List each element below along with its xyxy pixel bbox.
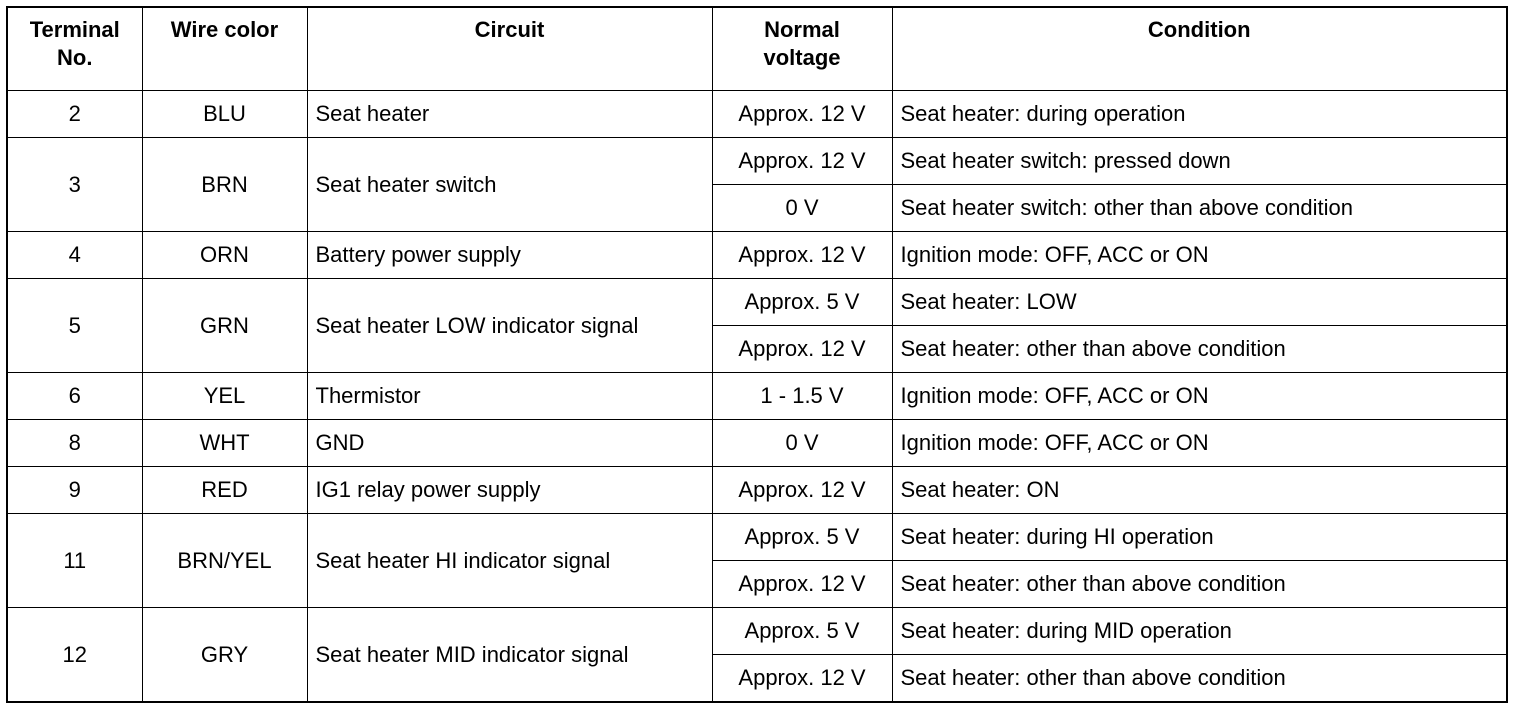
voltage-cell: Approx. 12 V (712, 232, 892, 279)
voltage-cell: 0 V (712, 185, 892, 232)
circuit-cell: GND (307, 420, 712, 467)
header-terminal-label: Terminal No. (29, 17, 120, 70)
circuit-cell: Seat heater (307, 91, 712, 138)
voltage-cell: Approx. 5 V (712, 514, 892, 561)
circuit-cell: Seat heater HI indicator signal (307, 514, 712, 608)
condition-cell: Ignition mode: OFF, ACC or ON (892, 420, 1507, 467)
wire-color-cell: BLU (142, 91, 307, 138)
terminal-cell: 9 (7, 467, 142, 514)
terminal-cell: 12 (7, 608, 142, 703)
table-row (7, 467, 1507, 514)
circuit-cell: Seat heater MID indicator signal (307, 608, 712, 703)
table-row (7, 138, 1507, 185)
table-row (7, 232, 1507, 279)
condition-cell: Seat heater: during MID operation (892, 608, 1507, 655)
header-voltage-label: Normal voltage (763, 17, 841, 70)
voltage-cell: Approx. 12 V (712, 91, 892, 138)
condition-cell: Seat heater: ON (892, 467, 1507, 514)
terminal-cell: 2 (7, 91, 142, 138)
header-condition: Condition (892, 7, 1507, 91)
condition-cell: Seat heater switch: pressed down (892, 138, 1507, 185)
voltage-cell: Approx. 12 V (712, 138, 892, 185)
wire-color-cell: WHT (142, 420, 307, 467)
circuit-cell: Seat heater LOW indicator signal (307, 279, 712, 373)
wire-color-cell: GRN (142, 279, 307, 373)
header-wire-color: Wire color (142, 7, 307, 91)
terminal-cell: 4 (7, 232, 142, 279)
wire-color-cell: GRY (142, 608, 307, 703)
wire-color-cell: ORN (142, 232, 307, 279)
table-row (7, 279, 1507, 326)
condition-cell: Seat heater: LOW (892, 279, 1507, 326)
terminal-cell: 6 (7, 373, 142, 420)
terminal-table (6, 6, 1508, 703)
table-row (7, 514, 1507, 561)
voltage-cell: Approx. 5 V (712, 608, 892, 655)
voltage-cell: Approx. 12 V (712, 326, 892, 373)
terminal-cell: 5 (7, 279, 142, 373)
circuit-cell: IG1 relay power supply (307, 467, 712, 514)
wire-color-cell: YEL (142, 373, 307, 420)
terminal-cell: 11 (7, 514, 142, 608)
terminal-cell: 8 (7, 420, 142, 467)
circuit-cell: Thermistor (307, 373, 712, 420)
header-voltage (712, 7, 892, 91)
terminal-cell: 3 (7, 138, 142, 232)
header-row (7, 7, 1507, 91)
condition-cell: Seat heater: other than above condition (892, 326, 1507, 373)
condition-cell: Seat heater: other than above condition (892, 561, 1507, 608)
table-body (7, 91, 1507, 703)
condition-cell: Ignition mode: OFF, ACC or ON (892, 373, 1507, 420)
voltage-cell: Approx. 12 V (712, 561, 892, 608)
header-circuit: Circuit (307, 7, 712, 91)
condition-cell: Seat heater switch: other than above condition (892, 185, 1507, 232)
wire-color-cell: BRN/YEL (142, 514, 307, 608)
table-row (7, 420, 1507, 467)
condition-cell: Ignition mode: OFF, ACC or ON (892, 232, 1507, 279)
circuit-cell: Battery power supply (307, 232, 712, 279)
header-terminal (7, 7, 142, 91)
voltage-cell: Approx. 12 V (712, 467, 892, 514)
voltage-cell: 1 - 1.5 V (712, 373, 892, 420)
voltage-cell: Approx. 5 V (712, 279, 892, 326)
table-row (7, 608, 1507, 655)
condition-cell: Seat heater: during operation (892, 91, 1507, 138)
voltage-cell: 0 V (712, 420, 892, 467)
condition-cell: Seat heater: during HI operation (892, 514, 1507, 561)
wire-color-cell: RED (142, 467, 307, 514)
circuit-cell: Seat heater switch (307, 138, 712, 232)
wire-color-cell: BRN (142, 138, 307, 232)
table-row (7, 91, 1507, 138)
voltage-cell: Approx. 12 V (712, 655, 892, 703)
table-row (7, 373, 1507, 420)
condition-cell: Seat heater: other than above condition (892, 655, 1507, 703)
